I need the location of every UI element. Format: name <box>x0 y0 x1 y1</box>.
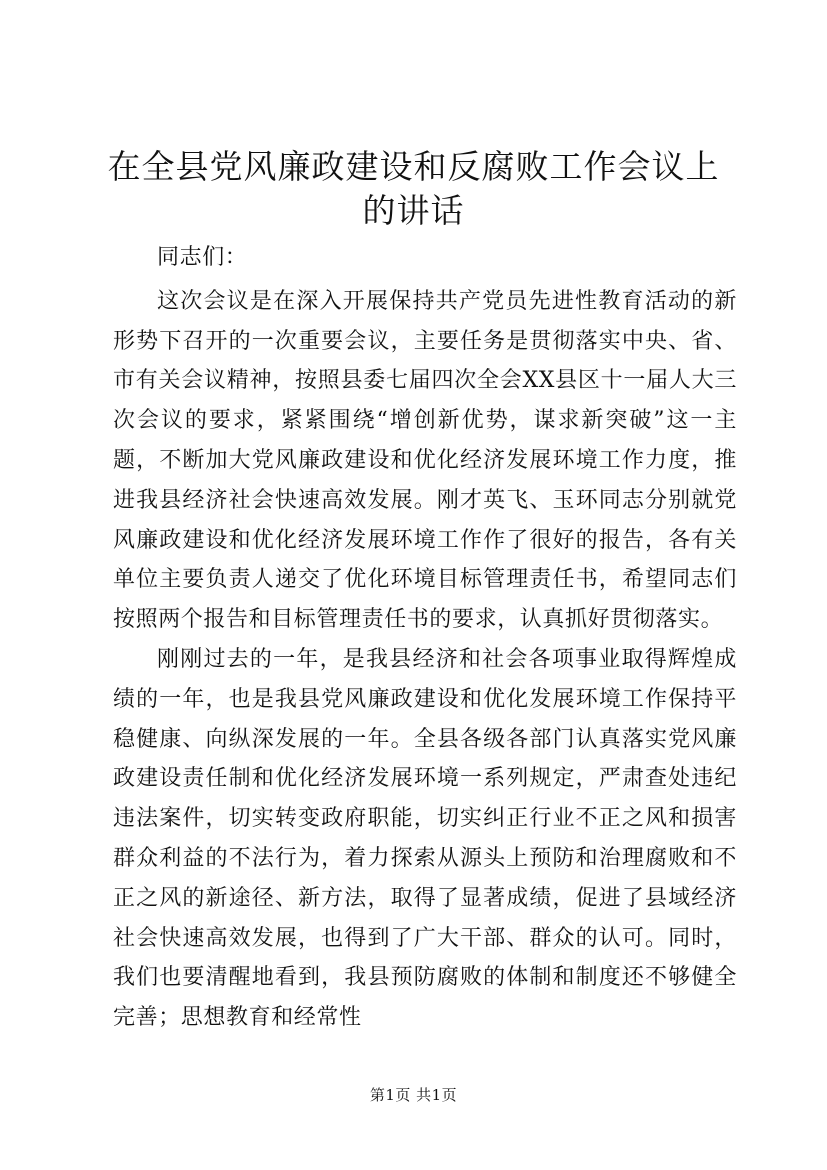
paragraph-1: 这次会议是在深入开展保持共产党员先进性教育活动的新形势下召开的一次重要会议，主要任务是贯彻落实中央、省、市有关会议精神，按照县委七届四次全会XX县区十一届人大三次会议的要求，紧紧围绕“增创新优势，谋求新突破”这一主题，不断加大党风廉政建设和优化经济发展环境工作力度，推进我县经济社会快速高效发展。刚才英飞、玉环同志分别就党风廉政建设和优化经济发展环境工作作了很好的报告，各有关单位主要负责人递交了优化环境目标管理责任书，希望同志们按照两个报告和目标管理责任书的要求，认真抓好贯彻落实。 <box>113 288 737 633</box>
salutation: 同志们： <box>157 245 248 270</box>
page-number-footer: 第1页 共1页 <box>369 1086 458 1104</box>
paragraph-2: 刚刚过去的一年，是我县经济和社会各项事业取得辉煌成绩的一年，也是我县党风廉政建设和优化发展环境工作保持平稳健康、向纵深发展的一年。全县各级各部门认真落实党风廉政建设责任制和优化经济发展环境一系列规定，严肃查处违纪违法案件，切实转变政府职能，切实纠正行业不正之风和损害群众利益的不法行为，着力探索从源头上预防和治理腐败和不正之风的新途径、新方法，取得了显著成绩，促进了县域经济社会快速高效发展，也得到了广大干部、群众的认可。同时，我们也要清醒地看到，我县预防腐败的体制和制度还不够健全完善；思想教育和经常性 <box>113 646 737 1031</box>
document-body <box>113 238 737 1038</box>
document-title: 在全县党风廉政建设和反腐败工作会议上的讲话 <box>107 147 720 230</box>
